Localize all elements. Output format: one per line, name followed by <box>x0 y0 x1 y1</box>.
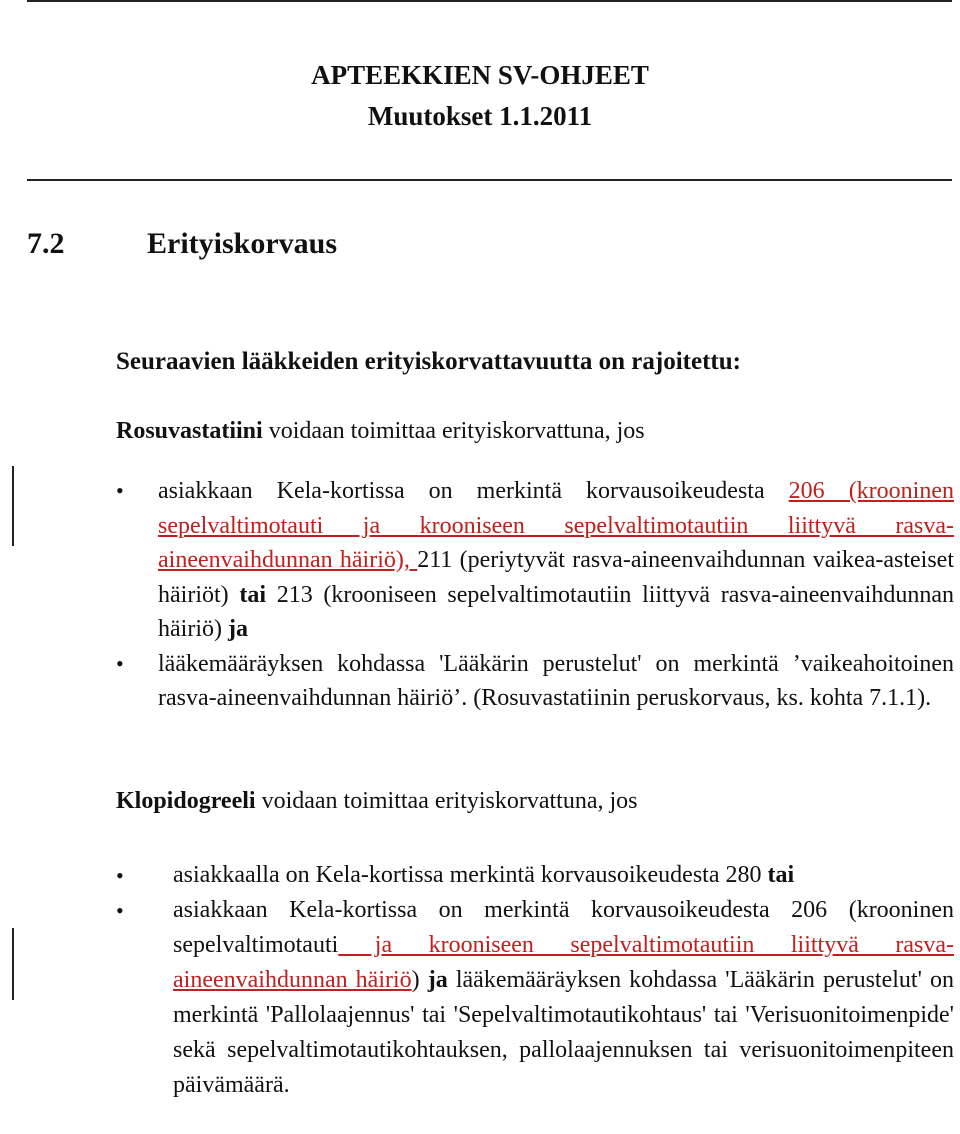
bullet-icon: • <box>116 650 124 676</box>
section-title: Erityiskorvaus <box>147 227 338 260</box>
item-text: ) <box>411 967 428 993</box>
list-item <box>116 858 954 893</box>
bullet-icon: • <box>116 898 124 923</box>
list-item <box>116 474 954 647</box>
klopidogreeli-lead <box>116 788 637 815</box>
rosuvastatiini-conditions <box>116 474 954 716</box>
list-item <box>116 893 954 1103</box>
item-text: asiakkaan Kela-kortissa on merkintä korvausoikeudesta <box>158 478 789 504</box>
change-bar <box>12 928 14 1000</box>
bullet-icon: • <box>116 478 124 503</box>
top-rule <box>27 0 952 2</box>
changed-text: 206 (krooninen sepelvaltimotauti ja krooniseen sepelvaltimotautiin liittyvä rasva-aineenvaihdunnan häiriö), <box>158 478 954 573</box>
item-text: lääkemääräyksen kohdassa 'Lääkärin perustelut' on merkintä 'Pallolaajennus' tai 'Sepelvaltimotautikohtaus' tai 'Verisuonitoimenpide' sekä sepelvaltimotautikohtauksen, pallolaajennuksen tai verisuonitoimenpiteen päivämäärä. <box>173 967 954 1098</box>
intro-heading: Seuraavien lääkkeiden erityiskorvattavuutta on rajoitettu: <box>116 348 741 375</box>
bold-conjunction: ja <box>427 967 448 993</box>
header-rule <box>27 179 952 181</box>
bold-conjunction: tai <box>767 862 795 888</box>
rosuvastatiini-lead <box>116 418 645 445</box>
bold-conjunction: tai <box>239 581 267 608</box>
section-number: 7.2 <box>27 227 65 260</box>
change-bar <box>12 466 14 546</box>
klopidogreeli-conditions <box>116 858 954 1103</box>
item-text: lääkemääräyksen kohdassa 'Lääkärin perustelut' on merkintä ’vaikeahoitoinen rasva-aineenvaihdunnan häiriö’. (Rosuvastatiinin peruskorvaus, ks. kohta 7.1.1). <box>158 650 954 711</box>
drug-name-rosuvastatiini: Rosuvastatiini <box>116 418 263 444</box>
bullet-icon: • <box>116 863 124 888</box>
bold-conjunction: ja <box>227 616 248 642</box>
document-title: APTEEKKIEN SV-OHJEET <box>311 60 649 90</box>
lead-text: voidaan toimittaa erityiskorvattuna, jos <box>262 418 645 444</box>
item-text: 211 (periytyvät rasva-aineenvaihdunnan vaikea-asteiset häiriöt) <box>158 547 954 608</box>
section-heading <box>27 227 337 261</box>
list-item <box>116 647 954 716</box>
lead-text: voidaan toimittaa erityiskorvattuna, jos <box>255 788 638 814</box>
document-subtitle: Muutokset 1.1.2011 <box>367 101 593 131</box>
item-text: 213 (krooniseen sepelvaltimotautiin liittyvä rasva-aineenvaihdunnan häiriö) <box>158 581 954 642</box>
item-text: asiakkaan Kela-kortissa on merkintä korvausoikeudesta 206 (krooninen sepelvaltimotauti <box>173 897 954 958</box>
item-text: asiakkaalla on Kela-kortissa merkintä korvausoikeudesta 280 <box>173 862 768 888</box>
drug-name-klopidogreeli: Klopidogreeli <box>116 788 256 814</box>
changed-text: ja krooniseen sepelvaltimotautiin liittyvä rasva-aineenvaihdunnan häiriö <box>173 932 954 993</box>
